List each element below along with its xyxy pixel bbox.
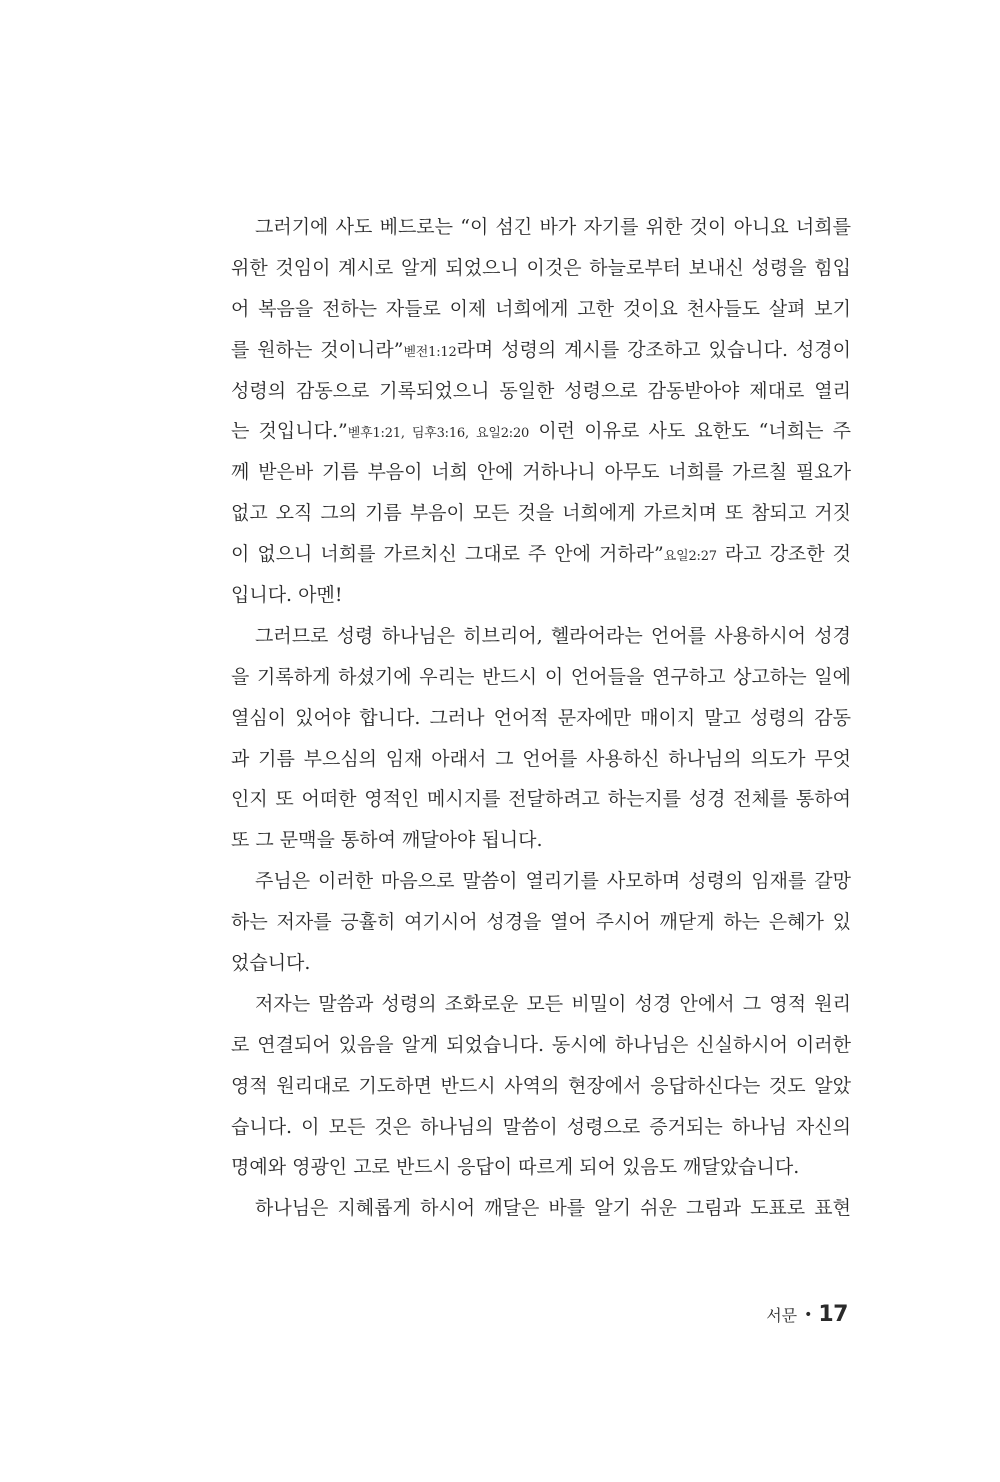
- line-text: 위한 것임이 계시로 알게 되었으니 이것은 하늘로부터 보내신 성령을 힘입: [231, 256, 851, 279]
- text-line: [231, 248, 851, 289]
- line-text: 과 기름 부으심의 임재 아래서 그 언어를 사용하신 하나님의 의도가 무엇: [231, 747, 851, 770]
- page-number: 17: [818, 1302, 848, 1327]
- text-line: [231, 207, 851, 248]
- line-text: 그러므로 성령 하나님은 히브리어, 헬라어라는 언어를 사용하시어 성경: [255, 624, 851, 647]
- line-text: 성령의 감동으로 기록되었으니 동일한 성령으로 감동받아야 제대로 열리: [231, 379, 851, 402]
- line-text: 로 연결되어 있음을 알게 되었습니다. 동시에 하나님은 신실하시어 이러한: [231, 1033, 851, 1056]
- section-title: 서문: [766, 1306, 798, 1325]
- text-line: [231, 698, 851, 739]
- scripture-citation: 요일2:27: [663, 549, 717, 565]
- line-text: 또 그 문맥을 통하여 깨달아야 됩니다.: [231, 829, 543, 852]
- text-line: [231, 616, 851, 657]
- line-text: 를 원하는 것이니라”: [231, 338, 404, 361]
- body-text: [231, 207, 851, 1229]
- line-text: 라고 강조한 것: [716, 543, 851, 566]
- line-text: 께 받은바 기름 부음이 너희 안에 거하나니 아무도 너희를 가르칠 필요가: [231, 461, 851, 484]
- text-line: [231, 1025, 851, 1066]
- footer-bullet: •: [804, 1306, 813, 1323]
- line-text: 하는 저자를 긍휼히 여기시어 성경을 열어 주시어 깨닫게 하는 은혜가 있: [231, 911, 851, 934]
- line-text: 입니다. 아멘!: [231, 584, 343, 607]
- page-footer: [766, 1302, 848, 1327]
- text-line: [231, 902, 851, 943]
- line-text: 었습니다.: [231, 952, 311, 975]
- text-line: [231, 534, 851, 575]
- text-line: [231, 493, 851, 534]
- text-line: [231, 1066, 851, 1107]
- text-line: [231, 330, 851, 371]
- text-line: [231, 1147, 851, 1188]
- line-text: 명예와 영광인 고로 반드시 응답이 따르게 되어 있음도 깨달았습니다.: [231, 1156, 800, 1179]
- line-text: 하나님은 지혜롭게 하시어 깨달은 바를 알기 쉬운 그림과 도표로 표현: [255, 1197, 851, 1220]
- text-line: [231, 861, 851, 902]
- text-line: [231, 1188, 851, 1229]
- line-text: 인지 또 어떠한 영적인 메시지를 전달하려고 하는지를 성경 전체를 통하여: [231, 788, 851, 811]
- text-line: [231, 657, 851, 698]
- text-line: [231, 452, 851, 493]
- line-text: 라며 성령의 계시를 강조하고 있습니다. 성경이: [456, 338, 851, 361]
- line-text: 영적 원리대로 기도하면 반드시 사역의 현장에서 응답하신다는 것도 알았: [231, 1074, 851, 1097]
- line-text: 그러기에 사도 베드로는 “이 섬긴 바가 자기를 위한 것이 아니요 너희를: [255, 216, 851, 238]
- line-text: 저자는 말씀과 성령의 조화로운 모든 비밀이 성경 안에서 그 영적 원리: [255, 992, 851, 1015]
- text-line: [231, 575, 851, 616]
- text-line: [231, 371, 851, 412]
- line-text: 이런 이유로 사도 요한도 “너희는 주: [529, 420, 851, 443]
- line-text: 을 기록하게 하셨기에 우리는 반드시 이 언어들을 연구하고 상고하는 일에: [231, 665, 851, 688]
- line-text: 열심이 있어야 합니다. 그러나 언어적 문자에만 매이지 말고 성령의 감동: [231, 706, 851, 729]
- text-line: [231, 820, 851, 861]
- text-line: [231, 943, 851, 984]
- line-text: 이 없으니 너희를 가르치신 그대로 주 안에 거하라”: [231, 543, 664, 566]
- line-text: 없고 오직 그의 기름 부음이 모든 것을 너희에게 가르치며 또 참되고 거짓: [231, 502, 851, 525]
- line-text: 어 복음을 전하는 자들로 이제 너희에게 고한 것이요 천사들도 살펴 보기: [231, 297, 851, 320]
- scripture-citation: 벧후1:21, 딤후3:16, 요일2:20: [347, 426, 530, 442]
- text-line: [231, 411, 851, 452]
- line-text: 주님은 이러한 마음으로 말씀이 열리기를 사모하며 성령의 임재를 갈망: [255, 870, 851, 893]
- text-line: [231, 984, 851, 1025]
- text-line: [231, 289, 851, 330]
- line-text: 는 것입니다.”: [231, 420, 348, 443]
- text-line: [231, 779, 851, 820]
- line-text: 습니다. 이 모든 것은 하나님의 말씀이 성령으로 증거되는 하나님 자신의: [231, 1115, 851, 1138]
- scripture-citation: 벧전1:12: [403, 344, 457, 360]
- text-line: [231, 1107, 851, 1148]
- text-line: [231, 739, 851, 780]
